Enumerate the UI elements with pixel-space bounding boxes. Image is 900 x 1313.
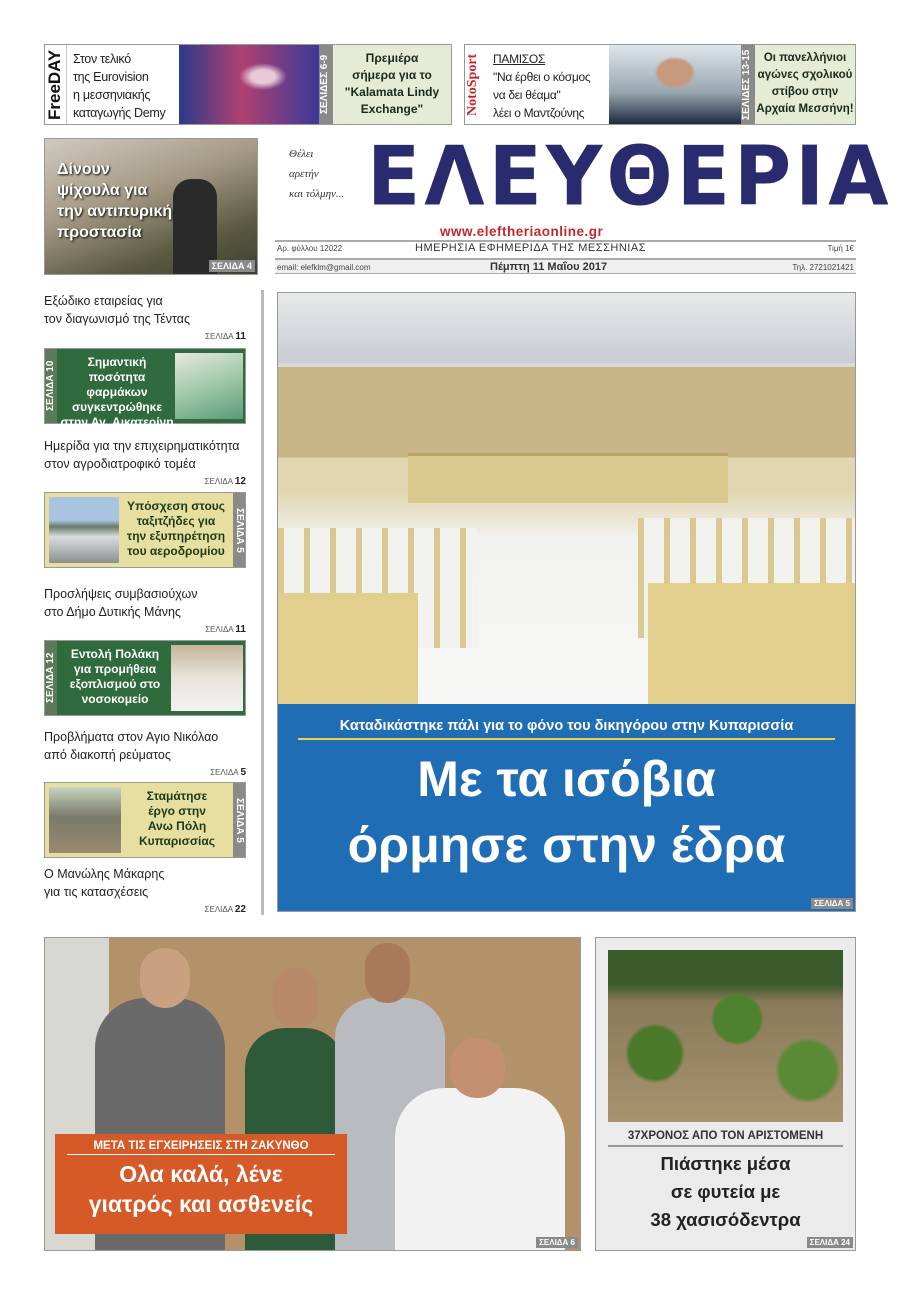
sidebar-item[interactable]: Προσλήψεις συμβασιούχων στο Δήμο Δυτικής Μάνης ΣΕΛΙΔΑ 11	[44, 587, 246, 635]
cannabis-headline: Πιάστηκε μέσα σε φυτεία με 38 χασισόδεντρα	[650, 1153, 801, 1230]
zakynthos-kicker: ΜΕΤΑ ΤΙΣ ΕΓΧΕΙΡΗΣΕΙΣ ΣΤΗ ΖΑΚΥΝΘΟ	[67, 1140, 335, 1155]
page-label: ΣΕΛΙΔΑ 6	[536, 1237, 578, 1248]
mantzounis-photo	[609, 45, 741, 124]
eurovision-photo	[179, 45, 319, 124]
taxis-photo	[49, 497, 119, 563]
masthead	[275, 129, 893, 275]
sidebar-teaser[interactable]: Σταμάτησε έργο στην Ανω Πόλη Κυπαρισσίας ΣΕΛΙΔΑ 5	[44, 782, 246, 858]
sidebar-teaser[interactable]: ΣΕΛΙΔΑ 12 Εντολή Πολάκη για προμήθεια εξοπλισμού στο νοσοκομείο	[44, 640, 246, 716]
pages-label: ΣΕΛΙΔΕΣ 13-15	[741, 45, 755, 124]
lead-kicker: Καταδικάστηκε πάλι για το φόνο του δικηγόρου στην Κυπαρισσία	[298, 718, 835, 740]
construction-photo	[49, 787, 121, 853]
motto: Θέλει αρετήν και τόλμην...	[289, 148, 345, 200]
teaser-line: η μεσσηνιακής	[73, 88, 151, 102]
notosport-logo: NotoSport	[465, 53, 480, 116]
polakis-photo	[171, 645, 243, 711]
kicker: ΠΑΜΙΣΟΣ	[493, 52, 546, 66]
sidebar-item[interactable]: Ο Μανώλης Μάκαρης για τις κατασχέσεις ΣΕΛΙΔΑ 22	[44, 867, 246, 915]
notosport-teaser[interactable]: NotoSport ΠΑΜΙΣΟΣ "Να έρθει ο κόσμος να δει θέαμα" λέει ο Μαντζούνης ΣΕΛΙΔΕΣ 13-15 Οι πανελλήνιοι αγώνες σχολικού στίβου στην Αρχαία Μεσσήνη!	[464, 44, 856, 125]
sidebar-teaser[interactable]: Υπόσχεση στους ταξιτζήδες για την εξυπηρέτηση του αεροδρομίου ΣΕΛΙΔΑ 5	[44, 492, 246, 568]
lindy-teaser-box: Πρεμιέρα σήμερα για το "Kalamata Lindy Exchange"	[333, 45, 451, 124]
lead-headline: Με τα ισόβια όρμησε στην έδρα	[347, 751, 786, 873]
website-url[interactable]: www.eleftheriaonline.gr	[440, 224, 604, 239]
sidebar-rule	[261, 290, 264, 915]
cannabis-story[interactable]	[595, 937, 856, 1251]
lead-box	[278, 704, 855, 911]
sidebar-item[interactable]: Προβλήματα στον Αγιο Νικόλαο από διακοπή ρεύματος ΣΕΛΙΔΑ 5	[44, 730, 246, 778]
teaser-line: καταγωγής Demy	[73, 106, 166, 120]
medicines-photo	[175, 353, 243, 419]
sidebar-item[interactable]: Εξώδικο εταιρείας για τον διαγωνισμό της Τέντας ΣΕΛΙΔΑ 11	[44, 294, 246, 342]
page-label: ΣΕΛΙΔΑ 24	[807, 1237, 853, 1248]
subtitle: ΗΜΕΡΗΣΙΑ ΕΦΗΜΕΡΙΔΑ ΤΗΣ ΜΕΣΣΗΝΙΑΣ	[415, 242, 646, 254]
issue-date: Πέμπτη 11 Μαΐου 2017	[490, 261, 608, 273]
cannabis-kicker: 37ΧΡΟΝΟΣ ΑΠΟ ΤΟΝ ΑΡΙΣΤΟΜΕΝΗ	[608, 1130, 843, 1147]
courtroom-photo	[278, 293, 855, 704]
email[interactable]: email: elefklm@gmail.com	[277, 263, 371, 272]
sidebar-teaser[interactable]: ΣΕΛΙΔΑ 10 Σημαντική ποσότητα φαρμάκων συγκεντρώθηκε στην Αγ. Αικατερίνη	[44, 348, 246, 424]
zakynthos-story[interactable]	[44, 937, 581, 1251]
issue-number: Αρ. φύλλου 12022	[277, 244, 343, 253]
phone: Τηλ. 2721021421	[792, 263, 854, 272]
page-label: ΣΕΛΙΔΑ 4	[209, 260, 255, 272]
teaser-line: της Eurovision	[73, 70, 149, 84]
sidebar-item[interactable]: Ημερίδα για την επιχειρηματικότητα στον αγροδιατροφικό τομέα ΣΕΛΙΔΑ 12	[44, 439, 246, 487]
freeday-teaser[interactable]	[44, 44, 452, 125]
teaser-line: Στον τελικό	[73, 52, 131, 66]
page-label: ΣΕΛΙΔΑ 5	[811, 898, 853, 909]
price: Τιμή 1€	[827, 244, 854, 253]
athletics-teaser-box: Οι πανελλήνιοι αγώνες σχολικού στίβου στην Αρχαία Μεσσήνη!	[755, 45, 855, 124]
zakynthos-box: ΜΕΤΑ ΤΙΣ ΕΓΧΕΙΡΗΣΕΙΣ ΣΤΗ ΖΑΚΥΝΘΟ Ολα καλά, λένε γιατρός και ασθενείς	[55, 1134, 347, 1234]
cannabis-photo	[608, 950, 843, 1122]
lead-story[interactable]	[277, 292, 856, 912]
freeday-logo: FreeDAY	[45, 45, 67, 124]
pages-label: ΣΕΛΙΔΕΣ 6-9	[319, 45, 333, 124]
newspaper-logo[interactable]: ΕΛΕΥΘΕΡΙΑ	[367, 129, 893, 225]
fire-teaser[interactable]: Δίνουν ψίχουλα για την αντιπυρική προστασία ΣΕΛΙΔΑ 4	[44, 138, 258, 275]
